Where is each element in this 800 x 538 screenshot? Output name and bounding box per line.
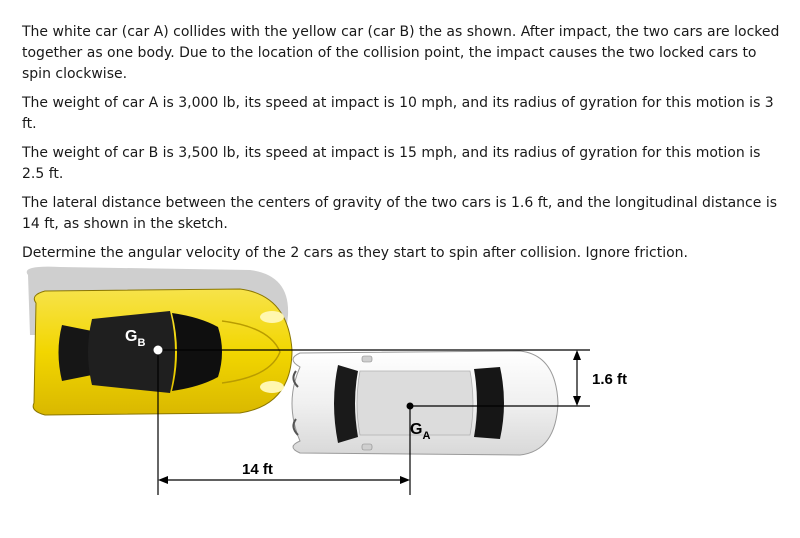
paragraph-collision: The white car (car A) collides with the yellow car (car B) the as shown. After impact, the two cars are locked together as one body. Due to the location of the collision point, the impact causes the two locked cars to spin clockwise. [22, 24, 780, 82]
collision-sketch [0, 255, 800, 538]
arrow-right-icon [400, 476, 410, 484]
lateral-distance-label: 1.6 ft [592, 371, 628, 388]
paragraph-car-a: The weight of car A is 3,000 lb, its speed at impact is 10 mph, and its radius of gyration for this motion is 3 ft. [22, 95, 774, 132]
arrow-down-icon [573, 396, 581, 406]
ga-point [407, 403, 414, 410]
longitudinal-distance-label: 14 ft [242, 461, 273, 478]
gb-label: $G_B$ [125, 328, 146, 349]
problem-text [22, 22, 782, 272]
collision-sketch-svg [0, 255, 800, 538]
paragraph-car-b: The weight of car B is 3,500 lb, its speed at impact is 15 mph, and its radius of gyration for this motion is 2.5 ft. [22, 145, 761, 182]
car-b-yellow [33, 289, 292, 415]
gb-point [154, 346, 162, 354]
paragraph-distances: The lateral distance between the centers of gravity of the two cars is 1.6 ft, and the longitudinal distance is 14 ft, as shown in the sketch. [22, 195, 778, 232]
arrow-left-icon [158, 476, 168, 484]
arrow-up-icon [573, 350, 581, 360]
ga-label: $G_A$ [410, 421, 431, 442]
paragraph-question: Determine the angular velocity of the 2 cars as they start to spin after collision. Ignore friction. [22, 245, 688, 261]
